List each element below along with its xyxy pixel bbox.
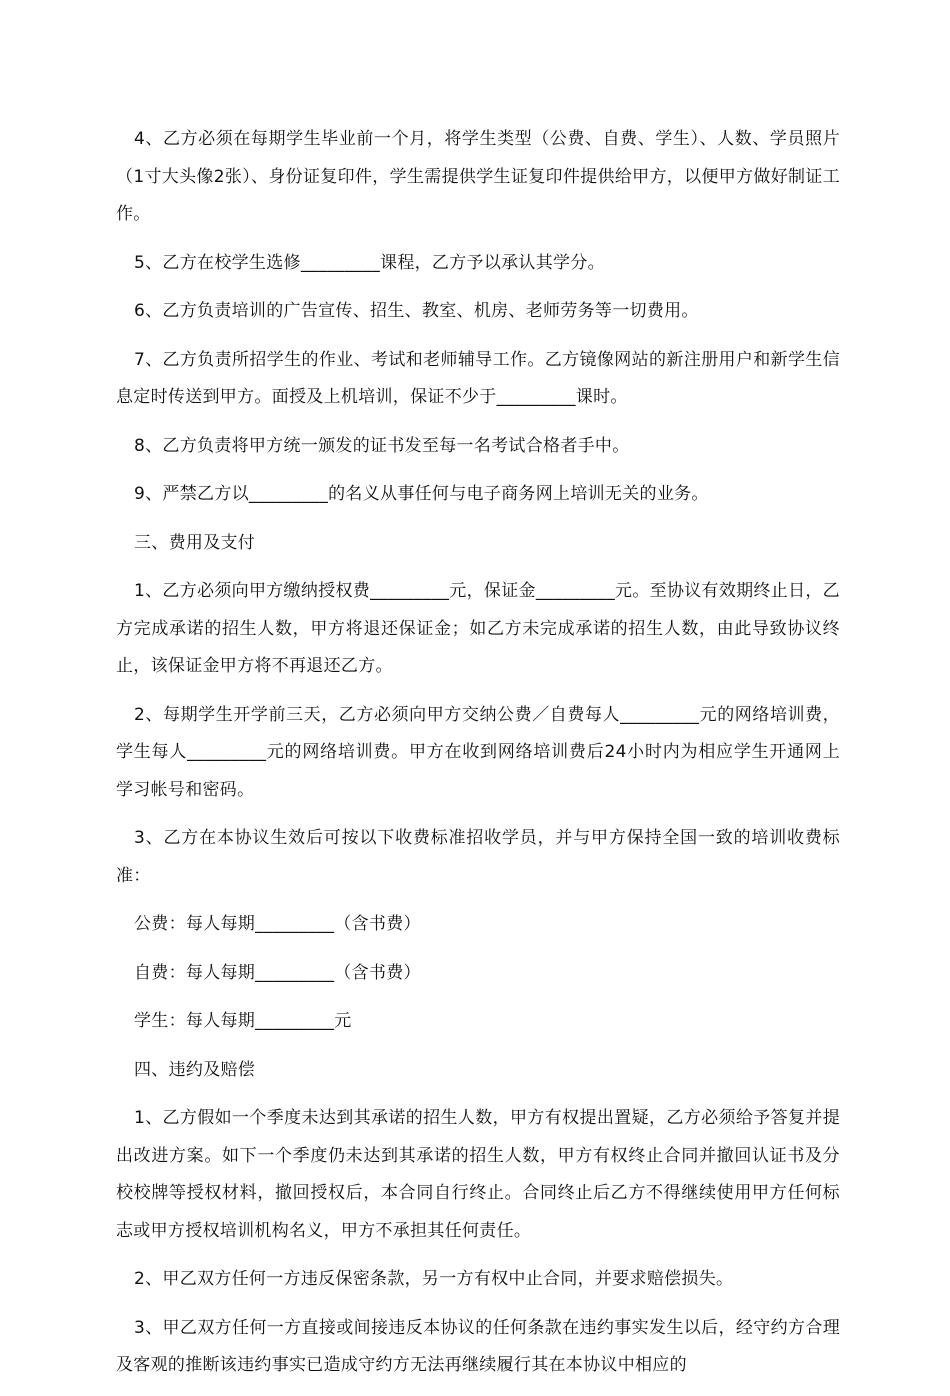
clause-5-elective-course: 5、乙方在校学生选修_________课程，乙方予以承认其学分。 [134, 252, 605, 273]
clause-6-training-costs: 6、乙方负责培训的广告宣传、招生、教室、机房、老师劳务等一切费用。 [134, 301, 699, 321]
breach-clause-2-confidentiality: 2、甲乙双方任何一方违反保密条款，另一方有权中止合同，并要求赔偿损失。 [134, 1269, 734, 1289]
fee-line-self-funded: 自费：每人每期_________（含书费） [134, 962, 421, 983]
clause-9-prohibition: 9、严禁乙方以_________的名义从事任何与电子商务网上培训无关的业务。 [134, 484, 709, 504]
fee-clause-3-fee-standard: 3、乙方在本协议生效后可按以下收费标准招收学员，并与甲方保持全国一致的培训收费标准： [116, 828, 840, 886]
fee-line-student: 学生：每人每期_________元 [134, 1011, 352, 1031]
fee-clause-2-network-fee: 2、每期学生开学前三天，乙方必须向甲方交纳公费／自费每人_________元的网络培训费，学生每人_________元的网络培训费。甲方在收到网络培训费后24小时内为相应学生开通网上学习帐号和密码。 [116, 704, 840, 800]
clause-4-student-records: 4、乙方必须在每期学生毕业前一个月，将学生类型（公费、自费、学生）、人数、学员照片（1寸大头像2张）、身份证复印件，学生需提供学生证复印件提供给甲方，以便甲方做好制证工作。 [116, 129, 840, 224]
breach-clause-3-violation: 3、甲乙双方任何一方直接或间接违反本协议的任何条款在违约事实发生以后，经守约方合理及客观的推断该违约事实已造成守约方无法再继续履行其在本协议中相应的 [116, 1317, 840, 1375]
section-heading-fees: 三、费用及支付 [134, 532, 256, 553]
section-heading-breach: 四、违约及赔偿 [134, 1059, 256, 1080]
fee-line-public: 公费：每人每期_________（含书费） [134, 914, 421, 934]
fee-clause-1-authorization: 1、乙方必须向甲方缴纳授权费_________元，保证金_________元。至协议有效期终止日，乙方完成承诺的招生人数，甲方将退还保证金；如乙方未完成承诺的招生人数，由此导致协议终止，该保证金甲方将不再退还乙方。 [116, 581, 840, 676]
document-page [116, 121, 840, 1396]
clause-8-certificates: 8、乙方负责将甲方统一颁发的证书发至每一名考试合格者手中。 [134, 435, 630, 456]
breach-clause-1-enrollment: 1、乙方假如一个季度未达到其承诺的招生人数，甲方有权提出置疑，乙方必须给予答复并提出改进方案。如下一个季度仍未达到其承诺的招生人数，甲方有权终止合同并撤回认证书及分校校牌等授权材料，撤回授权后，本合同自行终止。合同终止后乙方不得继续使用甲方任何标志或甲方授权培训机构名义，甲方不承担其任何责任。 [116, 1108, 840, 1241]
clause-7-homework-exams: 7、乙方负责所招学生的作业、考试和老师辅导工作。乙方镜像网站的新注册用户和新学生信息定时传送到甲方。面授及上机培训，保证不少于_________课时。 [116, 349, 840, 407]
